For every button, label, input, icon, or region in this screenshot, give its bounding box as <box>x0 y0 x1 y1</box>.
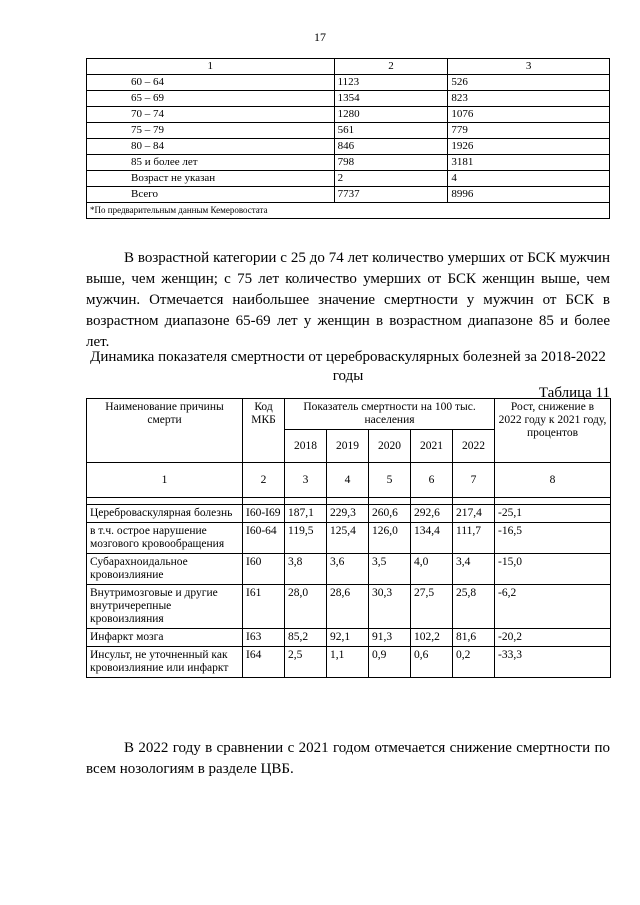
rate-cell: 0,2 <box>453 647 495 678</box>
table-row <box>87 107 610 123</box>
rate-cell: 260,6 <box>369 505 411 523</box>
change-cell: -33,3 <box>495 647 611 678</box>
paragraph-conclusion: В 2022 году в сравнении с 2021 годом отмечается снижение смертности по всем нозологиям в разделе ЦВБ. <box>86 740 610 777</box>
rate-cell: 30,3 <box>369 585 411 629</box>
column-index: 2 <box>243 463 285 498</box>
rate-cell: 92,1 <box>327 629 369 647</box>
rate-cell: 91,3 <box>369 629 411 647</box>
cause-cell: Цереброваскулярная болезнь <box>87 505 243 523</box>
women-count-cell: 3181 <box>448 155 610 171</box>
rate-cell: 3,8 <box>285 554 327 585</box>
rate-cell: 0,9 <box>369 647 411 678</box>
column-index: 6 <box>411 463 453 498</box>
rate-cell: 125,4 <box>327 523 369 554</box>
rate-cell: 126,0 <box>369 523 411 554</box>
code-cell: I64 <box>243 647 285 678</box>
table-row <box>87 155 610 171</box>
rate-cell: 28,0 <box>285 585 327 629</box>
men-count-cell: 2 <box>334 171 448 187</box>
cause-cell: Внутримозговые и другие внутричерепные кровоизлияния <box>87 585 243 629</box>
column-index: 8 <box>495 463 611 498</box>
column-index: 3 <box>285 463 327 498</box>
rate-cell: 3,6 <box>327 554 369 585</box>
paragraph-age-analysis: В возрастной категории с 25 до 74 лет количество умерших от БСК мужчин выше, чем женщин; с 75 лет количество умерших от БСК женщин выше, чем мужчин. Отмечается наибольшее значение смертности у мужчин от БСК в возрастном диапазоне 65-69 лет у женщин в возрастном диапазоне 85 и более лет. <box>86 250 610 350</box>
age-group-cell: Возраст не указан <box>87 171 335 187</box>
table-row <box>87 75 610 91</box>
rate-cell: 4,0 <box>411 554 453 585</box>
table-row <box>87 91 610 107</box>
footnote-row <box>87 203 610 219</box>
women-count-cell: 4 <box>448 171 610 187</box>
column-header: 3 <box>448 59 610 75</box>
cause-cell: Инфаркт мозга <box>87 629 243 647</box>
table-row <box>87 505 611 523</box>
age-group-cell: 70 – 74 <box>87 107 335 123</box>
column-index: 7 <box>453 463 495 498</box>
women-count-cell: 1926 <box>448 139 610 155</box>
men-count-cell: 561 <box>334 123 448 139</box>
age-mortality-table <box>86 58 610 219</box>
header-year: 2022 <box>453 430 495 463</box>
rate-cell: 102,2 <box>411 629 453 647</box>
age-group-cell: Всего <box>87 187 335 203</box>
men-count-cell: 798 <box>334 155 448 171</box>
cause-cell: в т.ч. острое нарушение мозгового кровообращения <box>87 523 243 554</box>
rate-cell: 292,6 <box>411 505 453 523</box>
table-header-row <box>87 399 611 430</box>
age-group-cell: 80 – 84 <box>87 139 335 155</box>
rate-cell: 81,6 <box>453 629 495 647</box>
column-header: 2 <box>334 59 448 75</box>
women-count-cell: 526 <box>448 75 610 91</box>
header-year: 2019 <box>327 430 369 463</box>
women-count-cell: 8996 <box>448 187 610 203</box>
column-index: 4 <box>327 463 369 498</box>
rate-cell: 111,7 <box>453 523 495 554</box>
men-count-cell: 7737 <box>334 187 448 203</box>
men-count-cell: 846 <box>334 139 448 155</box>
header-year: 2018 <box>285 430 327 463</box>
cause-cell: Субарахноидальное кровоизлияние <box>87 554 243 585</box>
table-row <box>87 139 610 155</box>
rate-cell: 134,4 <box>411 523 453 554</box>
code-cell: I63 <box>243 629 285 647</box>
change-cell: -15,0 <box>495 554 611 585</box>
table-row <box>87 585 611 629</box>
rate-cell: 229,3 <box>327 505 369 523</box>
table-row <box>87 629 611 647</box>
age-group-cell: 75 – 79 <box>87 123 335 139</box>
cerebrovascular-mortality-table <box>86 398 611 678</box>
change-cell: -25,1 <box>495 505 611 523</box>
men-count-cell: 1280 <box>334 107 448 123</box>
rate-cell: 217,4 <box>453 505 495 523</box>
column-index: 1 <box>87 463 243 498</box>
women-count-cell: 779 <box>448 123 610 139</box>
table-row <box>87 647 611 678</box>
table-row <box>87 123 610 139</box>
page-number: 17 <box>314 30 326 44</box>
header-code: Код МКБ <box>243 399 285 463</box>
spacer-row <box>87 498 611 505</box>
women-count-cell: 1076 <box>448 107 610 123</box>
rate-cell: 2,5 <box>285 647 327 678</box>
rate-cell: 85,2 <box>285 629 327 647</box>
rate-cell: 28,6 <box>327 585 369 629</box>
change-cell: -6,2 <box>495 585 611 629</box>
table-header-row <box>87 59 610 75</box>
column-header: 1 <box>87 59 335 75</box>
cause-cell: Инсульт, не уточненный как кровоизлияние или инфаркт <box>87 647 243 678</box>
code-cell: I60-64 <box>243 523 285 554</box>
table-row <box>87 554 611 585</box>
column-index: 5 <box>369 463 411 498</box>
women-count-cell: 823 <box>448 91 610 107</box>
header-year: 2021 <box>411 430 453 463</box>
rate-cell: 25,8 <box>453 585 495 629</box>
rate-cell: 27,5 <box>411 585 453 629</box>
change-cell: -16,5 <box>495 523 611 554</box>
age-group-cell: 65 – 69 <box>87 91 335 107</box>
rate-cell: 3,5 <box>369 554 411 585</box>
rate-cell: 0,6 <box>411 647 453 678</box>
age-group-cell: 60 – 64 <box>87 75 335 91</box>
code-cell: I60-I69 <box>243 505 285 523</box>
footnote: *По предварительным данным Кемеровостата <box>87 203 610 219</box>
age-group-cell: 85 и более лет <box>87 155 335 171</box>
rate-cell: 3,4 <box>453 554 495 585</box>
rate-cell: 187,1 <box>285 505 327 523</box>
header-change: Рост, снижение в 2022 году к 2021 году, процентов <box>495 399 611 463</box>
table-label: Таблица 11 <box>538 385 610 401</box>
rate-cell: 119,5 <box>285 523 327 554</box>
rate-cell: 1,1 <box>327 647 369 678</box>
table-row <box>87 523 611 554</box>
header-cause: Наименование причины смерти <box>87 399 243 463</box>
header-rate: Показатель смертности на 100 тыс. населения <box>285 399 495 430</box>
change-cell: -20,2 <box>495 629 611 647</box>
header-year: 2020 <box>369 430 411 463</box>
table-row <box>87 171 610 187</box>
table-row <box>87 187 610 203</box>
column-index-row <box>87 463 611 498</box>
men-count-cell: 1354 <box>334 91 448 107</box>
code-cell: I61 <box>243 585 285 629</box>
men-count-cell: 1123 <box>334 75 448 91</box>
code-cell: I60 <box>243 554 285 585</box>
table-title: Динамика показателя смертности от цереброваскулярных болезней за 2018-2022 годы <box>90 349 606 384</box>
